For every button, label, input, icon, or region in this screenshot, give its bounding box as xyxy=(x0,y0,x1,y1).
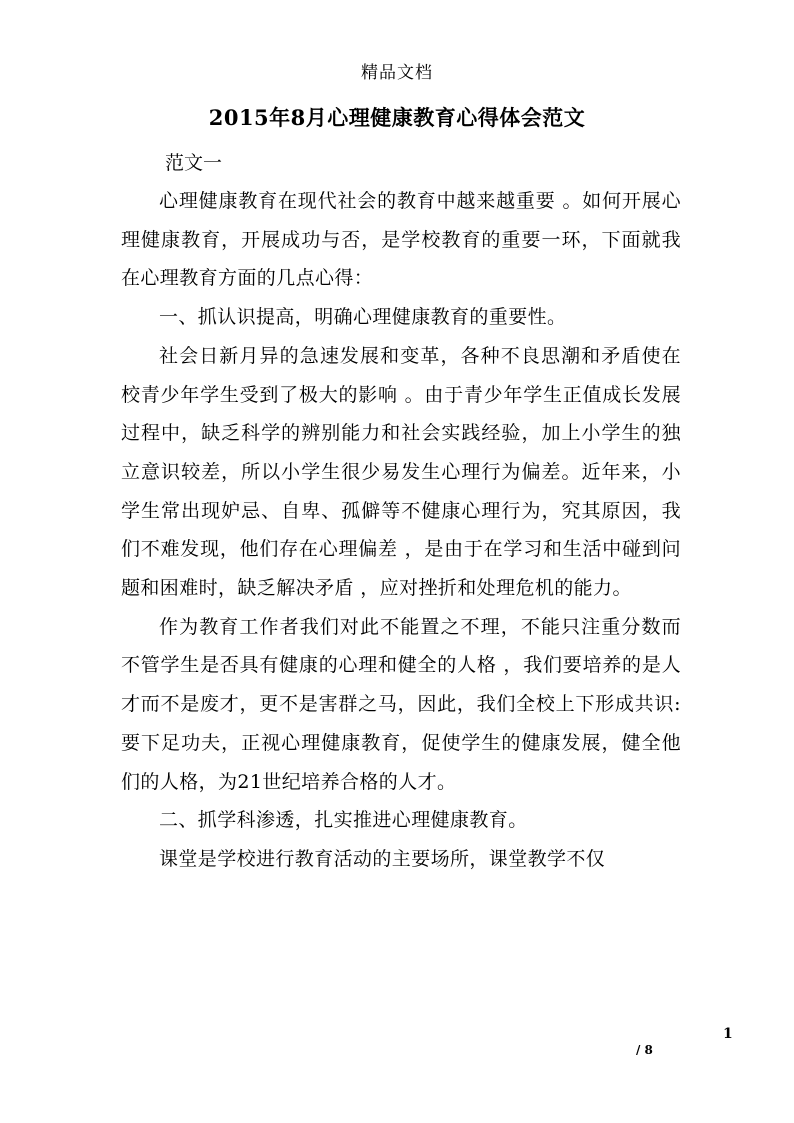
document-body xyxy=(121,182,681,879)
section-label: 范文一 xyxy=(165,152,223,174)
paragraph-intro: 心理健康教育在现代社会的教育中越来越重要 。如何开展心理健康教育，开展成功与否，是学校教育的重要一环，下面就我在心理教育方面的几点心得： xyxy=(121,190,681,290)
heading-point-one: 一、抓认识提高，明确心理健康教育的重要性。 xyxy=(159,306,567,329)
document-title: 2015年8月心理健康教育心得体会范文 xyxy=(208,105,586,130)
paragraph-educators: 作为教育工作者我们对此不能置之不理，不能只注重分数而不管学生是否具有健康的心理和健全的人格 ，我们要培养的是人才而不是废才，更不是害群之马，因此，我们全校上下形成共识:要下足功夫，正视心理健康教育，促使学生的健康发展，健全他们的人格，为21世纪培养合格的人才。 xyxy=(121,615,681,793)
page-number: 1 xyxy=(723,1026,733,1042)
heading-point-two: 二、抓学科渗透，扎实推进心理健康教育。 xyxy=(159,809,528,832)
document-header: 精品文档 xyxy=(361,63,433,83)
paragraph-society: 社会日新月异的急速发展和变革，各种不良思潮和矛盾使在校青少年学生受到了极大的影响 。由于青少年学生正值成长发展过程中，缺乏科学的辨别能力和社会实践经验，加上小学生的独立意识较差，所以小学生很少易发生心理行为偏差。近年来，小学生常出现妒忌、自卑、孤僻等不健康心理行为，究其原因，我们不难发现，他们存在心理偏差 ，是由于在学习和生活中碰到问题和困难时，缺乏解决矛盾 ，应对挫折和处理危机的能力。 xyxy=(121,344,681,600)
page-total: / 8 xyxy=(636,1043,653,1057)
paragraph-classroom: 课堂是学校进行教育活动的主要场所，课堂教学不仅 xyxy=(159,847,606,870)
